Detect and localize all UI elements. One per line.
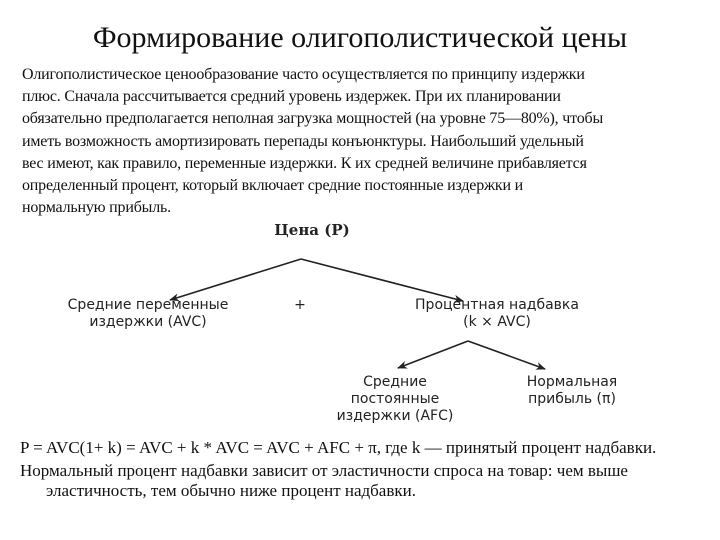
diagram-node-avc bbox=[68, 297, 229, 331]
diagram-node-profit bbox=[527, 374, 617, 408]
paragraph-line: обязательно предполагается неполная загрузка мощностей (на уровне 75—80%), чтобы bbox=[22, 110, 603, 128]
price-formula: P = AVC(1+ k) = AVC + k * AVC = AVC + AFC + π, где k — принятый процент надбавки. bbox=[20, 438, 657, 457]
diagram-node-afc bbox=[337, 374, 454, 425]
diagram-plus-sign: + bbox=[294, 297, 306, 313]
paragraph-line: иметь возможность амортизировать перепады конъюнктуры. Наибольший удельный bbox=[22, 132, 584, 150]
node-line: Средние переменные bbox=[67, 297, 229, 313]
diagram-root-price: Цена (P) bbox=[274, 221, 350, 239]
paragraph-line: вес имеют, как правило, переменные издержки. К их средней величине прибавляется bbox=[22, 154, 587, 172]
paragraph-line: определенный процент, который включает средние постоянные издержки и bbox=[22, 177, 523, 195]
arrow-to-afc bbox=[398, 341, 468, 368]
node-line: Нормальная bbox=[526, 374, 618, 390]
markup-note: Нормальный процент надбавки зависит от эластичности спроса на товар: чем выше эластичность, тем обычно ниже процент надбавки. bbox=[20, 461, 628, 500]
diagram-node-markup bbox=[415, 297, 579, 331]
formula-section bbox=[20, 438, 710, 504]
arrow-to-markup bbox=[301, 259, 463, 301]
paragraph-line: нормальную прибыль. bbox=[22, 199, 171, 217]
paragraph-line: плюс. Сначала рассчитывается средний уровень издержек. При их планировании bbox=[22, 88, 561, 106]
node-line: постоянные bbox=[350, 391, 440, 407]
node-line: прибыль (π) bbox=[528, 391, 616, 407]
page-title: Формирование олигополистической цены bbox=[92, 21, 628, 54]
arrow-to-profit bbox=[468, 341, 545, 369]
paragraph-line: Олигополистическое ценообразование часто осуществляется по принципу издержки bbox=[22, 66, 585, 83]
node-line: Процентная надбавка bbox=[415, 297, 579, 313]
node-line: Средние bbox=[363, 374, 427, 390]
node-line: издержки (AVC) bbox=[89, 314, 207, 330]
node-line: (k × AVC) bbox=[463, 314, 531, 330]
arrow-to-avc bbox=[170, 259, 301, 300]
node-line: издержки (AFC) bbox=[336, 408, 454, 424]
